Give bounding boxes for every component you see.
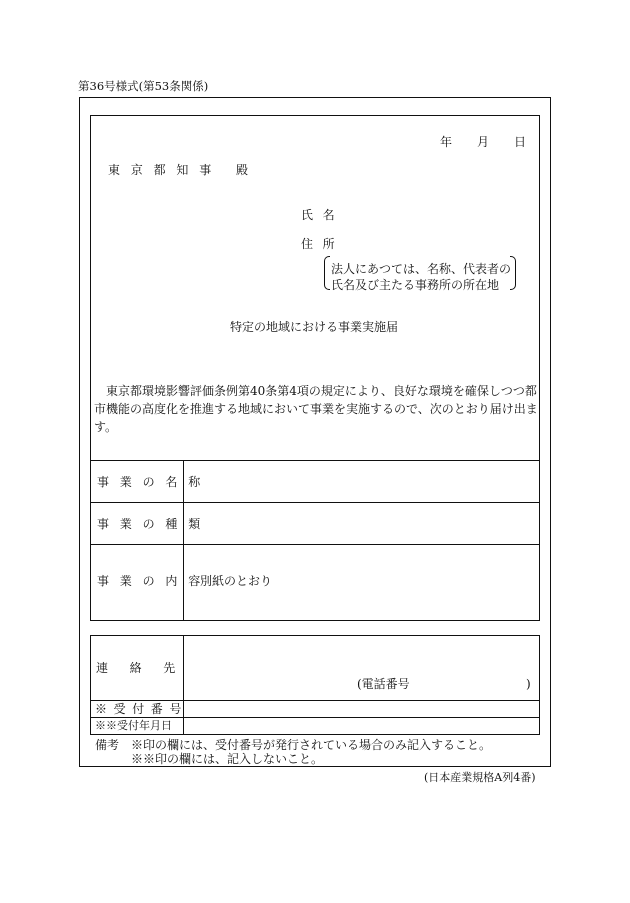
notes-label: 備考 (95, 738, 120, 752)
table-label-business-name: 事業の名称 (97, 475, 212, 489)
corporate-note-bracket (324, 256, 516, 290)
form-number: 第36号様式(第53条関係) (78, 79, 209, 93)
table-row-divider (90, 544, 540, 545)
reception-date-label: ※※受付年月日 (95, 719, 172, 732)
reception-number-label: ※受付番号 (95, 702, 189, 716)
table-row-divider (90, 502, 540, 503)
date-day-label: 日 (514, 135, 527, 149)
date-year-label: 年 (440, 135, 453, 149)
standard-note: (日本産業規格A列4番) (424, 771, 536, 784)
contact-phone-open: (電話番号 (357, 677, 410, 691)
contact-column-divider (183, 635, 184, 735)
applicant-address-label: 住所 (301, 237, 345, 251)
notes-line1: ※印の欄には、受付番号が発行されている場合のみ記入すること。 (131, 738, 492, 752)
contact-phone-close: ) (526, 677, 531, 691)
document-title: 特定の地域における事業実施届 (230, 320, 399, 334)
date-month-label: 月 (477, 135, 490, 149)
applicant-name-label: 氏名 (301, 208, 345, 222)
table-top-line (90, 460, 540, 461)
form-upper-box (90, 115, 540, 621)
corporate-note-line1: 法人にあつては、名称、代表者の (331, 262, 512, 276)
body-text: 東京都環境影響評価条例第40条第4項の規定により、良好な環境を確保しつつ都市機能の高度化を推進する地域において事業を実施するので、次のとおり届け出ます。 (94, 384, 538, 434)
addressee-honorific: 殿 (236, 163, 249, 177)
addressee-name: 東京都知事 (108, 163, 223, 177)
notes-line2: ※※印の欄には、記入しないこと。 (131, 752, 324, 766)
table-value-business-content: 別紙のとおり (200, 574, 273, 588)
contact-row-divider (90, 717, 540, 718)
corporate-note-line2: 氏名及び主たる事務所の所在地 (331, 278, 500, 292)
contact-label: 連絡先 (96, 661, 197, 675)
contact-row-divider (90, 700, 540, 701)
table-label-business-type: 事業の種類 (97, 517, 212, 531)
table-label-business-content: 事業の内容 (97, 574, 212, 588)
